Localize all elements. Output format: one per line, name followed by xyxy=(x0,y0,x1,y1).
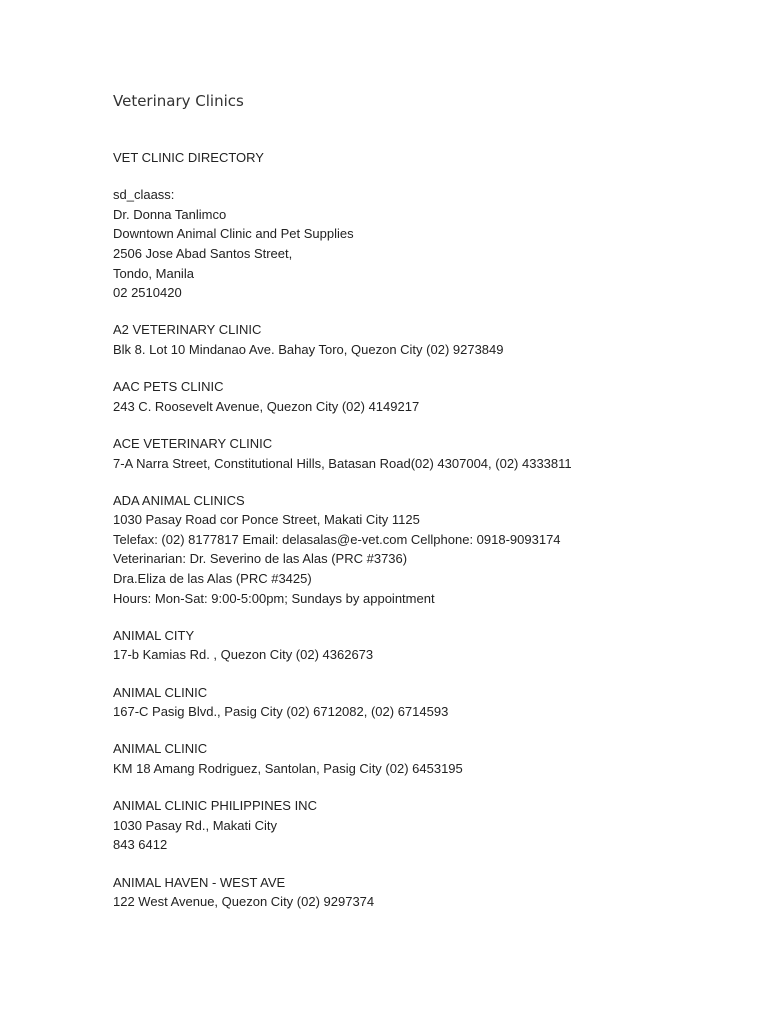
clinic-entry-line: Dr. Donna Tanlimco xyxy=(113,206,227,222)
clinic-entry xyxy=(113,185,753,303)
clinic-entry-line: 843 6412 xyxy=(113,837,168,853)
clinic-entry-line: 243 C. Roosevelt Avenue, Quezon City (02) 4149217 xyxy=(113,398,420,414)
clinic-entry xyxy=(113,683,753,722)
document-body xyxy=(113,148,753,912)
paragraph-gap xyxy=(113,722,753,740)
clinic-entry-line: 1030 Pasay Road cor Ponce Street, Makati City 1125 xyxy=(113,512,420,528)
clinic-entry xyxy=(113,434,753,473)
clinic-entry-line: Downtown Animal Clinic and Pet Supplies xyxy=(113,226,354,242)
clinic-entry-first-line: ANIMAL CITY xyxy=(113,627,195,643)
clinic-entry-line: 2506 Jose Abad Santos Street, xyxy=(113,245,293,261)
clinic-entry-line: Hours: Mon-Sat: 9:00-5:00pm; Sundays by appointment xyxy=(113,590,435,606)
paragraph-gap xyxy=(113,608,753,626)
document-title: Veterinary Clinics xyxy=(113,92,244,110)
paragraph-gap xyxy=(113,779,753,797)
paragraph-gap xyxy=(113,360,753,378)
paragraph-gap xyxy=(113,855,753,873)
clinic-entry-first-line: A2 VETERINARY CLINIC xyxy=(113,322,262,338)
paragraph-gap xyxy=(113,303,753,321)
clinic-entry xyxy=(113,739,753,778)
clinic-entry-line: 02 2510420 xyxy=(113,285,182,301)
clinic-entry-first-line: ANIMAL HAVEN - WEST AVE xyxy=(113,874,286,890)
directory-heading: VET CLINIC DIRECTORY xyxy=(113,150,264,165)
clinic-entry-first-line: ANIMAL CLINIC xyxy=(113,741,208,757)
clinic-entry-line: Dra.Eliza de las Alas (PRC #3425) xyxy=(113,571,312,587)
clinic-entry-first-line: AAC PETS CLINIC xyxy=(113,379,224,395)
clinic-entry-line: Tondo, Manila xyxy=(113,265,194,281)
clinic-entry-line: 167-C Pasig Blvd., Pasig City (02) 6712082, (02) 6714593 xyxy=(113,704,449,720)
clinic-entry-line: Veterinarian: Dr. Severino de las Alas (PRC #3736) xyxy=(113,551,408,567)
clinic-entry-line: Blk 8. Lot 10 Mindanao Ave. Bahay Toro, Quezon City (02) 9273849 xyxy=(113,341,504,357)
clinic-entry-first-line: ADA ANIMAL CLINICS xyxy=(113,492,245,508)
clinic-entry xyxy=(113,491,753,609)
clinic-entry xyxy=(113,796,753,855)
clinic-entry-first-line: ANIMAL CLINIC xyxy=(113,684,208,700)
clinic-entry-first-line: ANIMAL CLINIC PHILIPPINES INC xyxy=(113,798,317,814)
clinic-entry xyxy=(113,626,753,665)
paragraph-gap xyxy=(113,473,753,491)
clinic-entries xyxy=(113,185,753,912)
clinic-entry xyxy=(113,873,753,912)
clinic-entry xyxy=(113,377,753,416)
paragraph-gap xyxy=(113,665,753,683)
clinic-entry-line: 122 West Avenue, Quezon City (02) 9297374 xyxy=(113,894,375,910)
clinic-entry-line: 1030 Pasay Rd., Makati City xyxy=(113,817,278,833)
clinic-entry xyxy=(113,320,753,359)
paragraph-gap xyxy=(113,416,753,434)
clinic-entry-line: 17-b Kamias Rd. , Quezon City (02) 4362673 xyxy=(113,647,374,663)
clinic-entry-first-line: ACE VETERINARY CLINIC xyxy=(113,435,273,451)
clinic-entry-first-line: sd_claass: xyxy=(113,187,175,203)
clinic-entry-line: Telefax: (02) 8177817 Email: delasalas@e-vet.com Cellphone: 0918-9093174 xyxy=(113,531,561,547)
clinic-entry-line: KM 18 Amang Rodriguez, Santolan, Pasig City (02) 6453195 xyxy=(113,761,463,776)
paragraph-gap xyxy=(113,168,753,186)
clinic-entry-line: 7-A Narra Street, Constitutional Hills, Batasan Road(02) 4307004, (02) 4333811 xyxy=(113,455,572,471)
